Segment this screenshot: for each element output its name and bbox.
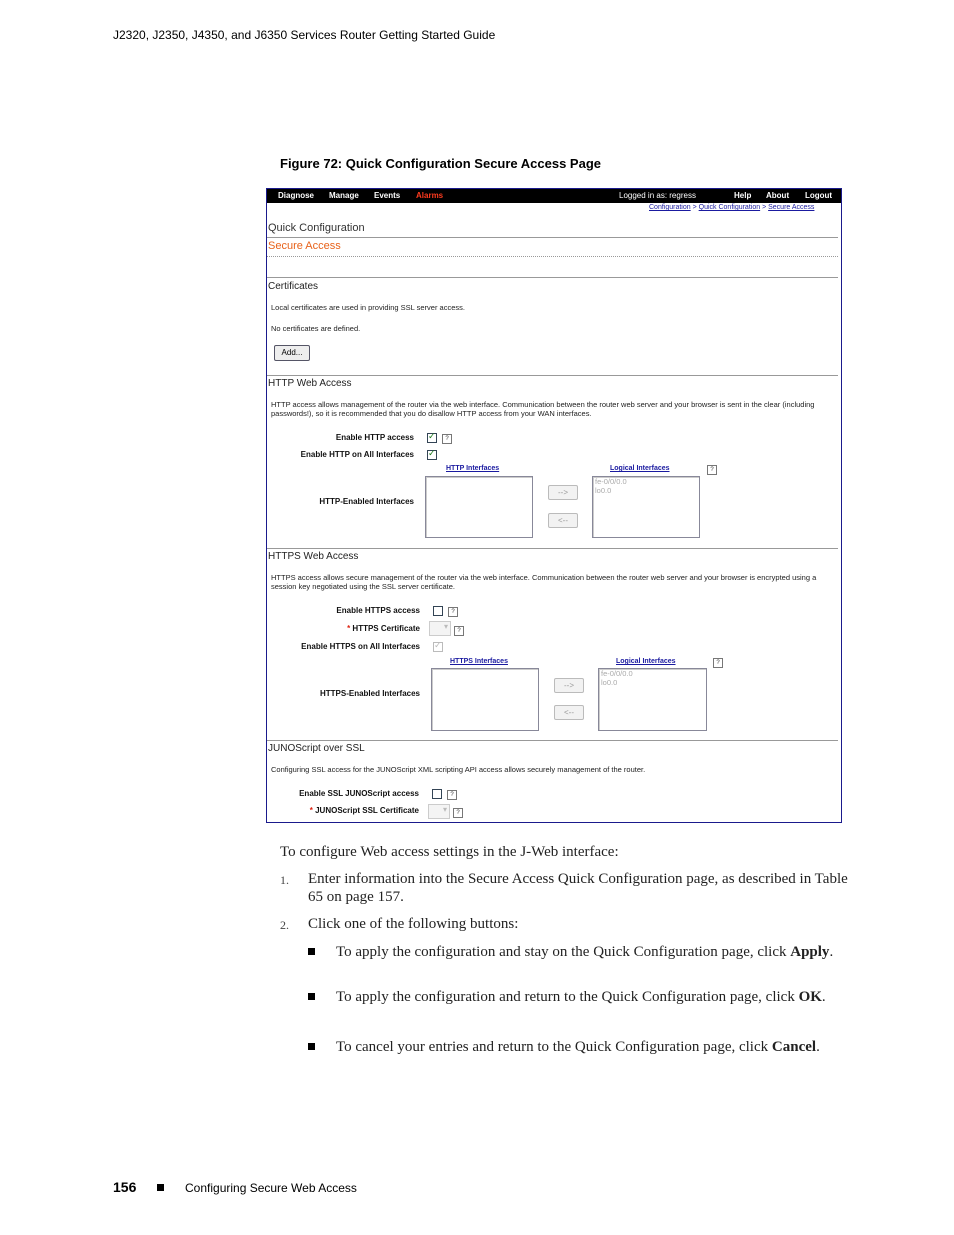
enable-http-checkbox[interactable] [427, 433, 437, 443]
enable-https-label: Enable HTTPS access [336, 606, 420, 615]
apply-keyword: Apply [790, 944, 830, 960]
breadcrumb-sep: > [762, 204, 767, 211]
junoscript-description: Configuring SSL access for the JUNOScript XML scripting API access allows securely management of the router. [271, 765, 646, 774]
breadcrumb-sep: > [692, 204, 697, 211]
figure-caption: Figure 72: Quick Configuration Secure Access Page [280, 156, 602, 171]
https-all-interfaces-label: Enable HTTPS on All Interfaces [301, 642, 420, 651]
list-item[interactable]: lo0.0 [601, 678, 618, 687]
bullet-icon [308, 1043, 315, 1050]
bullet-apply-text: To apply the configuration and stay on the Quick Configuration page, click [336, 944, 787, 960]
list-item[interactable]: lo0.0 [595, 486, 612, 495]
nav-help[interactable]: Help [734, 191, 752, 200]
enable-ssl-junoscript-checkbox[interactable] [432, 789, 442, 799]
move-right-button[interactable]: --> [548, 485, 578, 500]
certificates-description: Local certificates are used in providing SSL server access. [271, 303, 465, 312]
https-certificate-select[interactable] [429, 621, 451, 636]
move-left-button[interactable]: <-- [548, 513, 578, 528]
list-item[interactable]: fe-0/0/0.0 [601, 669, 633, 678]
section-title: Secure Access [268, 240, 341, 252]
footer-bullet-icon [157, 1184, 164, 1191]
enable-http-label: Enable HTTP access [335, 433, 414, 442]
certificates-heading: Certificates [268, 281, 319, 292]
divider [267, 277, 838, 278]
breadcrumb-quick-configuration[interactable]: Quick Configuration [698, 204, 761, 211]
bullet-cancel [336, 1038, 848, 1056]
http-description: HTTP access allows management of the router via the web interface. Communication between the router web server and your browser is sent in the clear (including passwords!), so it is recommended that you do disallow HTTP access from your WAN interfaces. [271, 400, 815, 418]
required-mark: * [309, 806, 313, 815]
https-certificate-text: HTTPS Certificate [352, 624, 420, 633]
bullet-icon [308, 993, 315, 1000]
help-icon[interactable]: ? [453, 808, 463, 818]
page-number: 156 [113, 1179, 137, 1195]
nav-about[interactable]: About [766, 191, 790, 200]
https-enabled-interfaces-label: HTTPS-Enabled Interfaces [319, 689, 420, 698]
help-icon[interactable]: ? [442, 434, 452, 444]
nav-events[interactable]: Events [374, 191, 401, 200]
period: . [821, 989, 826, 1005]
cancel-keyword: Cancel [771, 1039, 817, 1055]
junoscript-certificate-label [271, 806, 419, 815]
move-right-button[interactable]: --> [554, 678, 584, 693]
nav-alarms[interactable]: Alarms [416, 191, 444, 200]
screenshot-figure [266, 188, 842, 823]
http-interfaces-list[interactable] [425, 476, 533, 538]
bullet-ok [336, 988, 848, 1006]
footer-section: Configuring Secure Web Access [185, 1181, 357, 1195]
enable-https-checkbox[interactable] [433, 606, 443, 616]
http-all-interfaces-label: Enable HTTP on All Interfaces [300, 450, 414, 459]
no-certificates-text: No certificates are defined. [271, 324, 361, 333]
top-nav-bar [267, 189, 841, 203]
required-mark: * [347, 624, 351, 633]
https-certificate-label [271, 624, 420, 633]
help-icon[interactable]: ? [713, 658, 723, 668]
nav-diagnose[interactable]: Diagnose [278, 191, 315, 200]
logical-interfaces-list[interactable] [592, 476, 700, 538]
junoscript-certificate-text: JUNOScript SSL Certificate [315, 806, 419, 815]
nav-logout[interactable]: Logout [805, 191, 833, 200]
period: . [829, 944, 834, 960]
step-number: 2. [280, 918, 289, 932]
add-certificate-button[interactable]: Add... [274, 345, 310, 361]
help-icon[interactable]: ? [448, 607, 458, 617]
step-1-text: Enter information into the Secure Access Quick Configuration page, as described in Table 65 on page 157. [308, 871, 848, 905]
nav-manage[interactable]: Manage [329, 191, 359, 200]
step-number: 1. [280, 873, 289, 887]
divider [267, 237, 838, 238]
divider [267, 548, 838, 549]
step-2-text: Click one of the following buttons: [308, 916, 519, 932]
list-item[interactable]: fe-0/0/0.0 [595, 477, 627, 486]
divider [267, 256, 838, 257]
help-icon[interactable]: ? [454, 626, 464, 636]
http-interfaces-column: HTTP Interfaces [446, 465, 500, 472]
page-title: Quick Configuration [268, 222, 365, 234]
bullet-ok-text: To apply the configuration and return to the Quick Configuration page, click [336, 989, 795, 1005]
bullet-cancel-text: To cancel your entries and return to the Quick Configuration page, click [336, 1039, 769, 1055]
divider [267, 375, 838, 376]
https-heading: HTTPS Web Access [268, 551, 359, 562]
bullet-icon [308, 948, 315, 955]
help-icon[interactable]: ? [707, 465, 717, 475]
https-interfaces-column: HTTPS Interfaces [450, 658, 508, 665]
junoscript-certificate-select[interactable] [428, 804, 450, 819]
http-enabled-interfaces-label: HTTP-Enabled Interfaces [319, 497, 414, 506]
enable-ssl-junoscript-label: Enable SSL JUNOScript access [299, 789, 419, 798]
intro-text: To configure Web access settings in the J-Web interface: [280, 844, 619, 860]
divider [267, 740, 838, 741]
help-icon[interactable]: ? [447, 790, 457, 800]
logged-in-status: Logged in as: regress [619, 191, 696, 200]
ok-keyword: OK [798, 989, 822, 1005]
junoscript-heading: JUNOScript over SSL [268, 743, 365, 754]
https-description: HTTPS access allows secure management of the router via the web interface. Communication between the router web server and your browser is encrypted using a session key negotiated using the SSL server certificate. [271, 573, 817, 591]
https-all-interfaces-checkbox[interactable] [433, 642, 443, 652]
http-heading: HTTP Web Access [268, 378, 352, 389]
https-interfaces-list[interactable] [431, 668, 539, 731]
period: . [816, 1039, 820, 1055]
bullet-apply [336, 943, 848, 961]
logical-interfaces-column: Logical Interfaces [610, 465, 670, 472]
http-all-interfaces-checkbox[interactable] [427, 450, 437, 460]
move-left-button[interactable]: <-- [554, 705, 584, 720]
breadcrumb-secure-access[interactable]: Secure Access [768, 204, 815, 211]
breadcrumb-configuration[interactable]: Configuration [649, 204, 691, 211]
logical-interfaces-list[interactable] [598, 668, 707, 731]
running-header: J2320, J2350, J4350, and J6350 Services Router Getting Started Guide [113, 28, 496, 42]
logical-interfaces-column: Logical Interfaces [616, 658, 676, 665]
breadcrumb [649, 204, 814, 211]
